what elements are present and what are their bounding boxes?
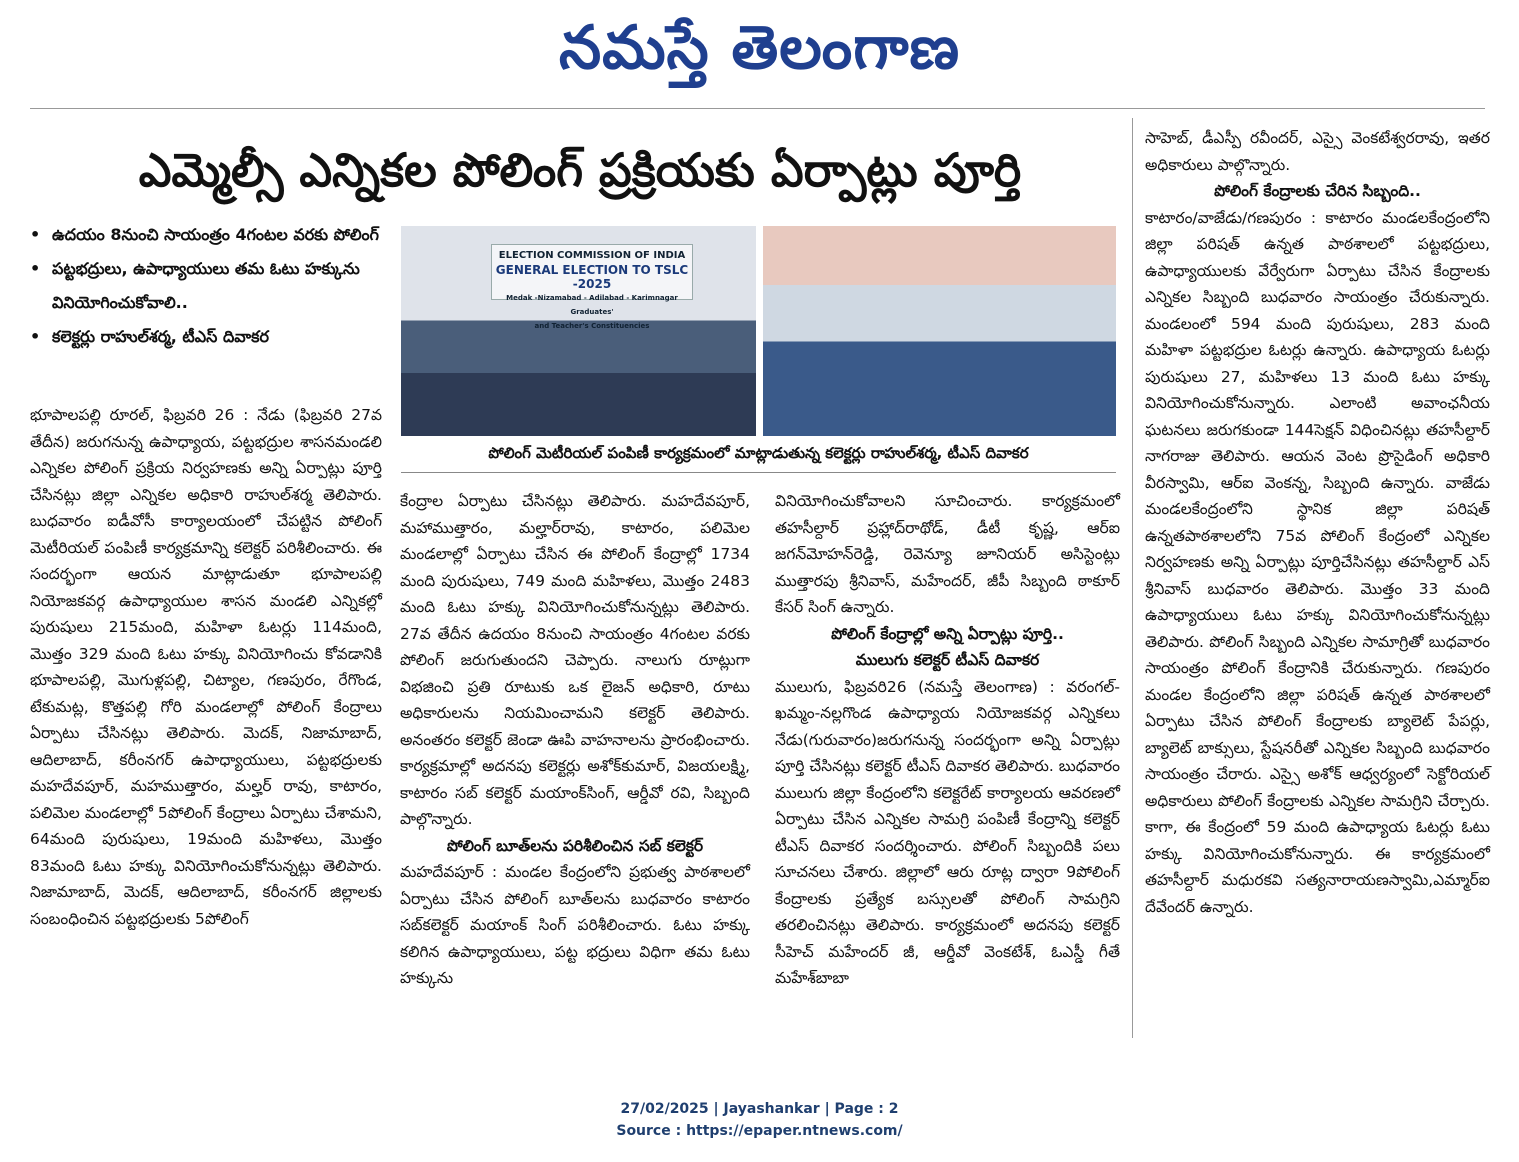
- article-column-1: భూపాలపల్లి రూరల్, ఫిబ్రవరి 26 : నేడు (ఫిబ్రవరి 27వ తేదీన) జరుగనున్న ఉపాధ్యాయ, పట్టభద్రుల శాసనమండలి ఎన్నికల పోలింగ్ ప్రక్రియ నిర్వహణకు అన్ని ఏర్పాట్లు పూర్తి చేసినట్లు జిల్లా ఎన్నికల అధికారి రాహుల్‌శర్మ తెలిపారు. బుధవారం ఐడీవోసీ కార్యాలయంలో చేపట్టిన పోలింగ్ మెటీరియల్ పంపిణీ కార్యక్రమాన్ని కలెక్టర్ పరిశీలించారు. ఈ సందర్భంగా ఆయన మాట్లాడుతూ భూపాలపల్లి నియోజకవర్గ ఉపాధ్యాయుల శాసన మండలి ఎన్నికల్లో పురుషులు 215మంది, మహిళా ఓటర్లు 114మంది, మొత్తం 329 మంది ఓటు హక్కు వినియోగించు కోవడానికి భూపాలపల్లి, మొగుళ్లపల్లి, చిట్యాల, గణపురం, రేగొండ, టేకుమట్ల, కొత్తపల్లి గోరి మండలాల్లో పోలింగ్ కేంద్రాలు ఏర్పాటు చేసినట్లు తెలిపారు. మెదక్, నిజామాబాద్, ఆదిలాబాద్, కరీంనగర్ ఉపాధ్యాయులు, పట్టభద్రులకు మహదేవపూర్, మహముత్తారం, మల్హర్ రావు, కాటారం, పలిమెల మండలాల్లో 5పోలింగ్ కేంద్రాలు ఏర్పాటు చేశామని, 64మంది పురుషులు, 19మంది మహిళలు, మొత్తం 83మంది ఓటు హక్కు వినియోగించుకోనున్నట్లు తెలిపారు. నిజామాబాద్, మెదక్, ఆదిలాబాద్, కరీంనగర్ జిల్లాలకు సంబంధించిన పట్టభద్రులకు 5పోలింగ్: [30, 406, 382, 928]
- article-headline: ఎమ్మెల్సీ ఎన్నికల పోలింగ్ ప్రక్రియకు ఏర్పాట్లు పూర్తి: [138, 143, 1022, 197]
- highlight-item: • కలెక్టర్లు రాహుల్‌శర్మ, టీఎస్ దివాకర: [30, 327, 269, 346]
- column-3-subheading-2: ములుగు కలెక్టర్ టీఎస్ దివాకర: [855, 651, 1040, 669]
- photo-meeting: [401, 226, 756, 436]
- highlight-item: • ఉదయం 8నుంచి సాయంత్రం 4గంటల వరకు పోలింగ్: [30, 225, 379, 244]
- footer-source: Source : https://epaper.ntnews.com/: [616, 1123, 903, 1139]
- footer-date-edition: 27/02/2025 | Jayashankar | Page : 2: [620, 1101, 899, 1117]
- column-divider: [1132, 118, 1133, 1038]
- column-2-text-a: కేంద్రాల ఏర్పాటు చేసినట్లు తెలిపారు. మహదేవపూర్, మహాముత్తారం, మల్హార్‌రావు, కాటారం, పలిమెల మండలాల్లో ఏర్పాటు చేసిన ఈ పోలింగ్ కేంద్రాల్లో 1734 మంది పురుషులు, 749 మంది మహిళలు, మొత్తం 2483 మంది ఓటు హక్కు వినియోగించుకోనున్నట్లు తెలిపారు. 27వ తేదీన ఉదయం 8నుంచి సాయంత్రం 4గంటల వరకు పోలింగ్ జరుగుతుందని చెప్పారు. నాలుగు రూట్లుగా విభజించి ప్రతి రూటుకు ఒక లైజన్ అధికారి, రూటు అధికారులను నియమించామని కలెక్టర్ తెలిపారు. అనంతరం కలెక్టర్ జెండా ఊపి వాహనాలను ప్రారంభించారు. కార్యక్రమాల్లో అదనపు కలెక్టర్లు అశోక్‌కుమార్, విజయలక్ష్మి, కాటారం సబ్ కలెక్టర్ మయాంక్‌సింగ్, ఆర్డీవో రవి, సిబ్బంది పాల్గొన్నారు.: [400, 492, 750, 828]
- page-footer: [0, 1098, 1519, 1142]
- column-4-text-b: కాటారం/వాజేడు/గణపురం : కాటారం మండలకేంద్రంలోని జిల్లా పరిషత్ ఉన్నత పాఠశాలలో పట్టభద్రులు, ఉపాధ్యాయులకు వేర్వేరుగా ఏర్పాటు చేసిన కేంద్రాలకు ఎన్నికల సిబ్బంది బుధవారం సాయంత్రం చేరుకున్నారు. మండలంలో 594 మంది పురుషులు, 283 మంది మహిళా పట్టభద్రుల ఓటర్లు ఉన్నారు. ఉపాధ్యాయ ఓటర్లు పురుషులు 27, మహిళలు 13 మంది ఓటు హక్కు వినియోగించుకోనున్నారు. ఎలాంటి అవాంఛనీయ ఘటనలు జరుగకుండా 144సెక్షన్ విధించినట్లు తహసీల్దార్ నాగరాజు తెలిపారు. ఆయన వెంట ప్రొసైడింగ్ అధికారి వీరస్వామి, ఆర్‌ఐ వెంకన్న, సిబ్బంది ఉన్నారు. వాజేడు మండలకేంద్రంలోని స్థానిక జిల్లా పరిషత్ ఉన్నతపాఠశాలలోని 75వ పోలింగ్ కేంద్రంలో ఎన్నికల నిర్వహణకు అన్ని ఏర్పాట్లు పూర్తిచేసినట్లు తహసీల్దార్ ఎస్ శ్రీనివాస్ బుధవారం తెలిపారు. మొత్తం 33 మంది ఉపాధ్యాయులు ఓటు హక్కు వినియోగించుకోనున్నట్లు తెలిపారు. పోలింగ్ సిబ్బంది ఎన్నికల సామాగ్రితో బుధవారం సాయంత్రం పోలింగ్ కేంద్రానికి చేరుకున్నారు. గణపురం మండల కేంద్రంలోని జిల్లా పరిషత్ ఉన్నత పాఠశాలలో ఏర్పాటు చేసిన పోలింగ్ కేంద్రాలకు బ్యాలెట్ పేపర్లు, బ్యాలెట్ బాక్సులు, స్టేషనరీతో ఎన్నికల సిబ్బంది బుధవారం సాయంత్రం చేరారు. ఎస్సై అశోక్ ఆధ్వర్యంలో సెక్టోరియల్ అధికారులు పోలింగ్ కేంద్రాలకు ఎన్నికల సామగ్రిని చేర్చారు. కాగా, ఈ కేంద్రంలో 59 మంది ఉపాధ్యాయ ఓటర్లు ఓటు హక్కు వినియోగించుకోనున్నారు. ఈ కార్యక్రమంలో తహసీల్దార్ మధురకవి సత్యనారాయణస్వామి,ఎమ్మార్ఐ దేవేందర్ ఉన్నారు.: [1145, 208, 1490, 916]
- column-2-subheading: పోలింగ్ బూత్‌లను పరిశీలించిన సబ్ కలెక్టర్: [446, 836, 704, 855]
- column-4-subheading: పోలింగ్ కేంద్రాలకు చేరిన సిబ్బంది..: [1214, 182, 1421, 200]
- masthead-divider: [30, 108, 1485, 109]
- column-2-text-b: మహదేవపూర్ : మండల కేంద్రంలోని ప్రభుత్వ పాఠశాలలో ఏర్పాటు చేసిన పోలింగ్ బూత్‌లను బుధవారం కాటారం సబ్‌కలెక్టర్ మయాంక్ సింగ్ పరిశీలించారు. ఓటు హక్కు కలిగిన ఉపాధ్యాయులు, పట్ట భద్రులు విధిగా తమ ఓటు హక్కును: [400, 863, 750, 987]
- highlights-list: [30, 218, 380, 354]
- photo-caption: పోలింగ్ మెటీరియల్ పంపిణీ కార్యక్రమంలో మాట్లాడుతున్న కలెక్టర్లు రాహుల్‌శర్మ, టీఎస్ దివాకర: [401, 444, 1116, 473]
- column-3-subheading-1: పోలింగ్ కేంద్రాల్లో అన్ని ఏర్పాట్లు పూర్తి..: [831, 624, 1064, 643]
- column-3-text-a: వినియోగించుకోవాలని సూచించారు. కార్యక్రమంలో తహసీల్దార్ ప్రహ్లాద్‌రాథోడ్, డీటీ కృష్ణ, ఆర్‌ఐ జగన్‌మోహన్‌రెడ్డి, రెవెన్యూ జూనియర్ అసిస్టెంట్లు ముత్తారపు శ్రీనివాస్, మహేందర్, జీపీ సిబ్బంది ఠాకూర్ కేసర్ సింగ్ ఉన్నారు.: [775, 492, 1120, 616]
- photo-inspection: [763, 226, 1116, 436]
- column-4-text-a: సాహెబ్, డీఎస్పీ రవీందర్, ఎస్సై వెంకటేశ్వరరావు, ఇతర అధికారులు పాల్గొన్నారు.: [1145, 129, 1490, 174]
- highlight-item: • పట్టభద్రులు, ఉపాధ్యాయులు తమ ఓటు హక్కును వినియోగించుకోవాలి..: [30, 259, 360, 312]
- newspaper-masthead: నమస్తే తెలంగాణ: [558, 13, 961, 83]
- photo-banner: ELECTION COMMISSION OF INDIA GENERAL ELECTION TO TSLC -2025 Medak -Nizamabad - Adilabad - Karimnagar Graduates' and Teacher's Constituencies: [491, 244, 693, 300]
- article-column-4: [1145, 125, 1490, 920]
- column-3-text-b: ములుగు, ఫిబ్రవరి26 (నమస్తే తెలంగాణ) : వరంగల్-ఖమ్మం-నల్లగొండ ఉపాధ్యాయ నియోజకవర్గ ఎన్నికలు నేడు(గురువారం)జరుగనున్న సందర్భంగా అన్ని ఏర్పాట్లు పూర్తి చేసినట్లు కలెక్టర్ టీఎస్ దివాకర తెలిపారు. బుధవారం ములుగు జిల్లా కేంద్రంలోని కలెక్టరేట్ కార్యాలయ ఆవరణలో ఏర్పాటు చేసిన ఎన్నికల సామగ్రి పంపిణీ కేంద్రాన్ని కలెక్టర్ టీఎస్ దివాకర సందర్శించారు. పోలింగ్ సిబ్బందికి పలు సూచనలు చేశారు. జిల్లాలో ఆరు రూట్ల ద్వారా 9పోలింగ్ కేంద్రాలకు ప్రత్యేక బస్సులతో పోలింగ్ సామగ్రిని తరలించినట్లు తెలిపారు. కార్యక్రమంలో అదనపు కలెక్టర్ సీహెచ్ మహేందర్ జీ, ఆర్డీవో వెంకటేశ్, ఓఎస్డీ గీతే మహేశ్‌బాబా: [775, 677, 1120, 987]
- article-column-3: [775, 488, 1120, 992]
- article-column-2: [400, 488, 750, 992]
